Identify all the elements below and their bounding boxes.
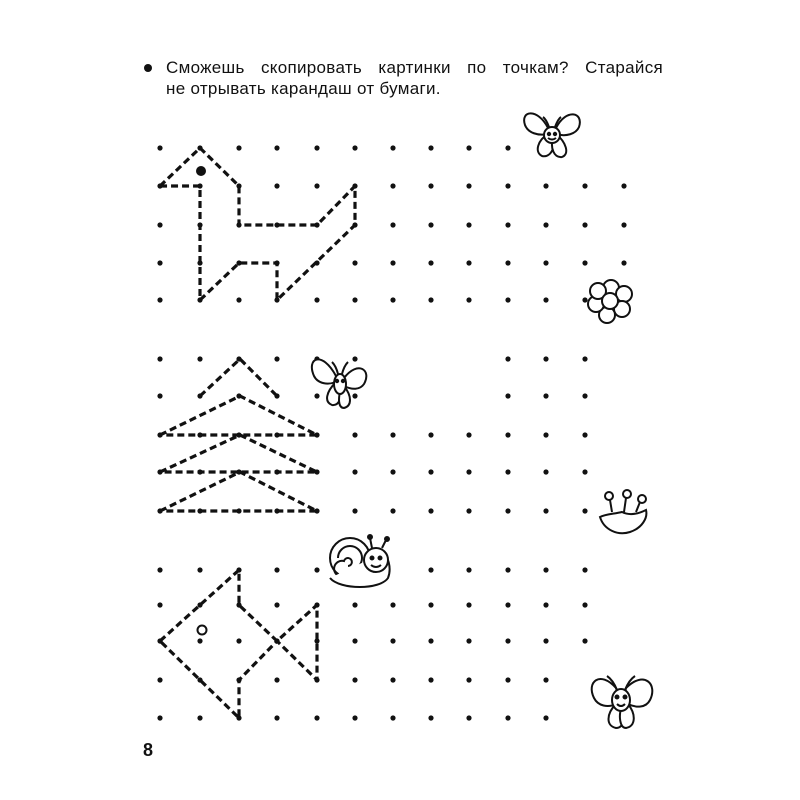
grid-dot	[505, 297, 510, 302]
grid-dot	[466, 567, 471, 572]
grid-dot	[543, 508, 548, 513]
grid-dot	[428, 297, 433, 302]
grid-dot	[505, 469, 510, 474]
dot-grid-dinosaur	[157, 145, 626, 302]
grid-dot	[157, 356, 162, 361]
grid-dot	[352, 508, 357, 513]
grid-dot	[197, 715, 202, 720]
grid-dot	[314, 145, 319, 150]
grid-dot	[157, 297, 162, 302]
grid-dot	[582, 260, 587, 265]
grid-dot	[543, 393, 548, 398]
grid-dot	[582, 469, 587, 474]
grid-dot	[543, 715, 548, 720]
tulip-icon	[600, 490, 646, 533]
grid-dot	[466, 638, 471, 643]
grid-dot	[505, 260, 510, 265]
grid-dot	[157, 715, 162, 720]
grid-dot	[274, 567, 279, 572]
grid-dot	[466, 183, 471, 188]
grid-dot	[428, 715, 433, 720]
page-number: 8	[143, 740, 154, 760]
grid-dot	[274, 677, 279, 682]
fish-eye	[198, 626, 207, 635]
grid-dot	[352, 297, 357, 302]
grid-dot	[390, 183, 395, 188]
grid-dot	[543, 222, 548, 227]
dinosaur-eye	[196, 166, 206, 176]
grid-dot	[352, 432, 357, 437]
butterfly-icon	[592, 676, 653, 728]
grid-dot	[197, 567, 202, 572]
grid-dot	[621, 222, 626, 227]
grid-dot	[428, 432, 433, 437]
grid-dot	[466, 715, 471, 720]
grid-dot	[428, 260, 433, 265]
grid-dot	[314, 393, 319, 398]
grid-dot	[352, 677, 357, 682]
instruction-line-2: не отрывать карандаш от бумаги.	[166, 79, 441, 98]
grid-dot	[352, 638, 357, 643]
grid-dot	[157, 145, 162, 150]
grid-dot	[582, 222, 587, 227]
grid-dot	[428, 602, 433, 607]
grid-dot	[543, 567, 548, 572]
grid-dot	[466, 602, 471, 607]
grid-dot	[582, 393, 587, 398]
snail-icon	[330, 535, 390, 587]
instruction-line-1: Сможешь скопировать картинки по точкам? Старайся	[166, 58, 663, 77]
grid-dot	[157, 677, 162, 682]
grid-dot	[352, 260, 357, 265]
grid-dot	[197, 356, 202, 361]
grid-dot	[157, 260, 162, 265]
grid-dot	[466, 469, 471, 474]
grid-dot	[428, 638, 433, 643]
grid-dot	[157, 393, 162, 398]
grid-dot	[621, 260, 626, 265]
grid-dot	[543, 432, 548, 437]
grid-dot	[543, 469, 548, 474]
dinosaur-figure	[160, 148, 355, 300]
grid-dot	[466, 297, 471, 302]
grid-dot	[466, 260, 471, 265]
grid-dot	[157, 222, 162, 227]
grid-dot	[390, 222, 395, 227]
grid-dot	[352, 715, 357, 720]
grid-dot	[274, 356, 279, 361]
grid-dot	[428, 677, 433, 682]
grid-dot	[390, 145, 395, 150]
grid-dot	[582, 183, 587, 188]
grid-dot	[582, 638, 587, 643]
grid-dot	[236, 297, 241, 302]
grid-dot	[236, 145, 241, 150]
grid-dot	[505, 356, 510, 361]
grid-dot	[582, 432, 587, 437]
grid-dot	[390, 260, 395, 265]
grid-dot	[505, 432, 510, 437]
grid-dot	[352, 145, 357, 150]
grid-dot	[352, 469, 357, 474]
butterfly-icon	[524, 113, 580, 157]
grid-dot	[505, 222, 510, 227]
grid-dot	[428, 567, 433, 572]
grid-dot	[505, 145, 510, 150]
grid-dot	[543, 356, 548, 361]
grid-dot	[582, 297, 587, 302]
grid-dot	[157, 567, 162, 572]
grid-dot	[621, 183, 626, 188]
grid-dot	[428, 508, 433, 513]
grid-dot	[543, 677, 548, 682]
grid-dot	[466, 508, 471, 513]
grid-dot	[505, 183, 510, 188]
grid-dot	[582, 508, 587, 513]
grid-dot	[505, 638, 510, 643]
grid-dot	[274, 183, 279, 188]
grid-dot	[505, 567, 510, 572]
grid-dot	[543, 183, 548, 188]
grid-dot	[543, 602, 548, 607]
grid-dot	[466, 677, 471, 682]
grid-dot	[314, 297, 319, 302]
grid-dot	[428, 222, 433, 227]
grid-dot	[352, 356, 357, 361]
grid-dot	[505, 677, 510, 682]
grid-dot	[505, 508, 510, 513]
grid-dot	[390, 638, 395, 643]
grid-dot	[314, 183, 319, 188]
grid-dot	[543, 638, 548, 643]
grid-dot	[390, 508, 395, 513]
grid-dot	[505, 602, 510, 607]
grid-dot	[390, 432, 395, 437]
grid-dot	[505, 715, 510, 720]
grid-dot	[390, 677, 395, 682]
grid-dot	[274, 145, 279, 150]
grid-dot	[582, 356, 587, 361]
grid-dot	[390, 602, 395, 607]
grid-dot	[466, 145, 471, 150]
grid-dot	[197, 638, 202, 643]
grid-dot	[543, 260, 548, 265]
grid-dot	[505, 393, 510, 398]
grid-dot	[582, 602, 587, 607]
grid-dot	[390, 715, 395, 720]
grid-dot	[352, 393, 357, 398]
grid-dot	[582, 567, 587, 572]
grid-dot	[428, 469, 433, 474]
grid-dot	[466, 432, 471, 437]
grid-dot	[157, 602, 162, 607]
grid-dot	[543, 297, 548, 302]
grid-dot	[428, 145, 433, 150]
flower-icon	[588, 280, 632, 323]
grid-dot	[274, 602, 279, 607]
fir-tree-figure	[160, 359, 317, 511]
dot-grid-fish	[157, 567, 587, 720]
grid-dot	[390, 297, 395, 302]
grid-dot	[352, 602, 357, 607]
grid-dot	[428, 183, 433, 188]
grid-dot	[274, 715, 279, 720]
grid-dot	[314, 715, 319, 720]
fish-figure	[160, 570, 317, 718]
grid-dot	[390, 469, 395, 474]
grid-dot	[314, 567, 319, 572]
grid-dot	[236, 638, 241, 643]
grid-dot	[466, 222, 471, 227]
butterfly-icon	[312, 359, 366, 408]
